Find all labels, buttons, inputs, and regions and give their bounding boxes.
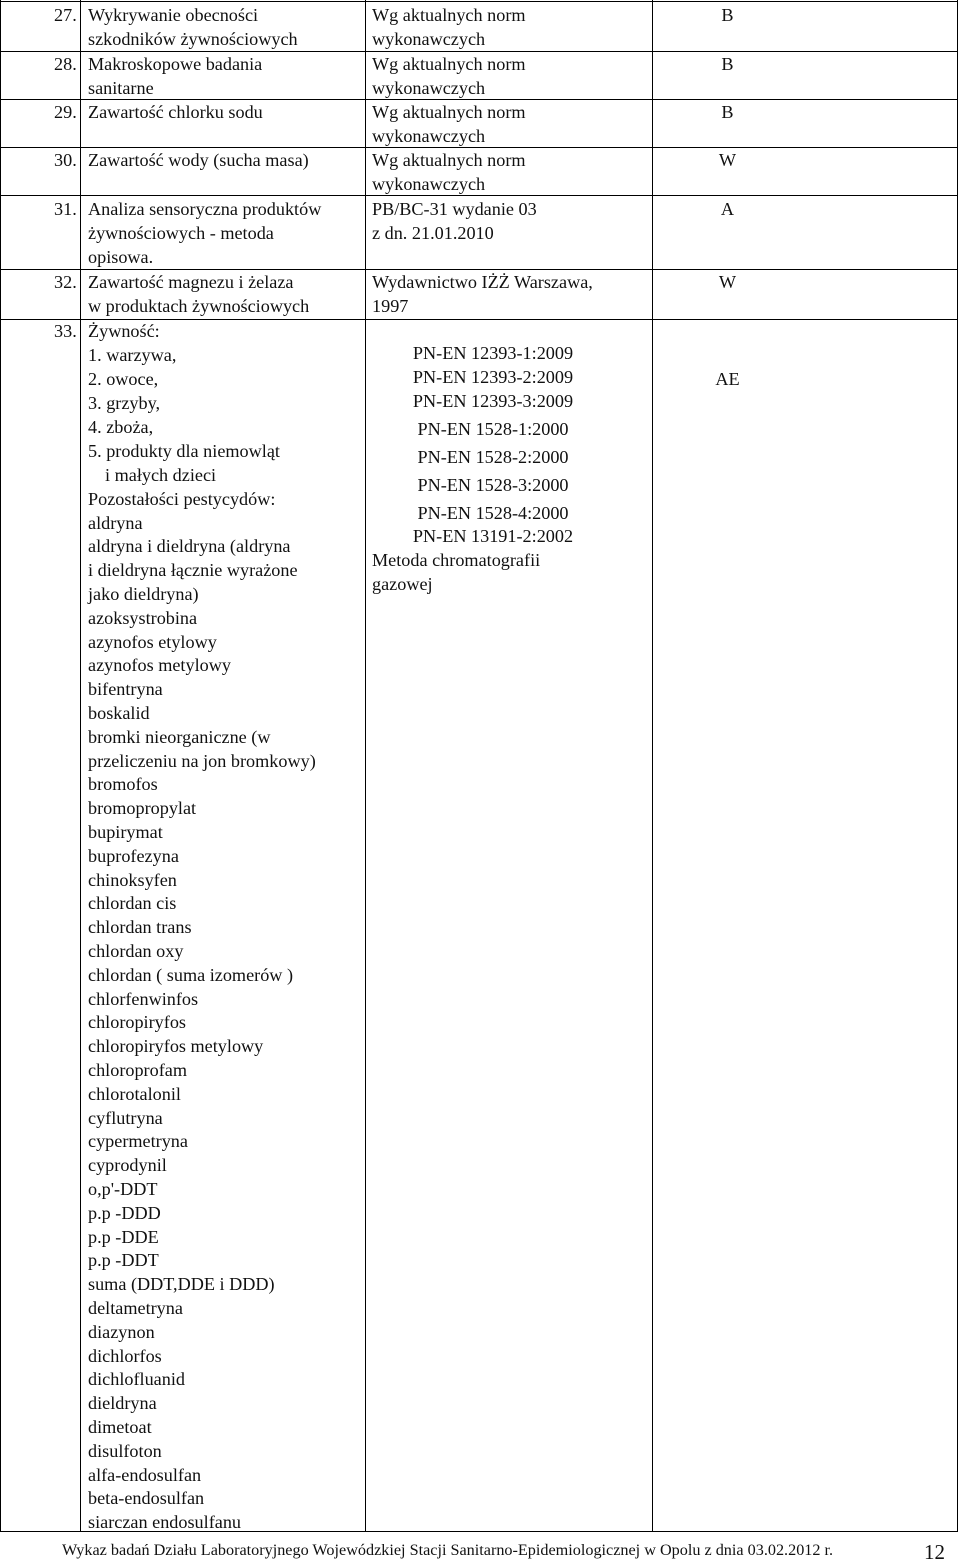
pesticide-item: p.p -DDE [88, 1226, 159, 1247]
accreditation-code: AE [715, 369, 740, 389]
food-item: 3. grzyby, [88, 393, 161, 413]
method-line: wykonawczych [372, 29, 486, 49]
test-name-line: Zawartość magnezu i żelaza [88, 272, 294, 292]
food-item: i małych dzieci [105, 465, 217, 485]
pesticide-item: p.p -DDD [88, 1202, 161, 1223]
method-line: Wg aktualnych norm [372, 150, 526, 170]
food-title: Żywność: [88, 321, 160, 341]
food-item: 5. produkty dla niemowląt [88, 441, 280, 461]
pesticide-item: dieldryna [88, 1393, 157, 1414]
test-name-line: sanitarne [88, 78, 154, 98]
pesticide-item: beta-endosulfan [88, 1488, 205, 1509]
pesticide-item: chlorotalonil [88, 1083, 181, 1104]
method-line: Metoda chromatografii [372, 550, 541, 570]
pesticide-item: azynofos etylowy [88, 631, 217, 652]
method-line: Wg aktualnych norm [372, 102, 526, 122]
standard-line: PN-EN 1528-1:2000 [417, 419, 569, 439]
test-name-line: Zawartość wody (sucha masa) [88, 150, 309, 170]
pesticide-item: dimetoat [88, 1416, 152, 1437]
accreditation-code: B [721, 102, 734, 122]
test-name-line: Zawartość chlorku sodu [88, 102, 263, 122]
row-number: 32. [54, 272, 77, 292]
method-line: gazowej [372, 574, 433, 594]
method-line: Wg aktualnych norm [372, 5, 526, 25]
food-item: 2. owoce, [88, 369, 159, 389]
row-number: 31. [54, 199, 77, 219]
standard-line: PN-EN 12393-2:2009 [412, 367, 574, 387]
pesticide-item: siarczan endosulfanu [88, 1512, 242, 1533]
pesticide-item: chloropiryfos [88, 1012, 186, 1033]
pesticide-item: disulfoton [88, 1440, 162, 1461]
test-name-line: opisowa. [88, 247, 154, 267]
standard-line: PN-EN 1528-3:2000 [417, 475, 569, 495]
pesticide-item: azynofos metylowy [88, 655, 231, 676]
pesticide-item: i dieldryna łącznie wyrażone [88, 560, 298, 581]
accreditation-code: B [721, 54, 734, 74]
test-name-line: szkodników żywnościowych [88, 29, 298, 49]
pesticide-item: bupirymat [88, 821, 163, 842]
pesticide-item: o,p'-DDT [88, 1178, 158, 1199]
method-line: wykonawczych [372, 174, 486, 194]
accreditation-code: B [721, 5, 734, 25]
standard-line: PN-EN 1528-2:2000 [417, 447, 569, 467]
pesticide-item: chlordan oxy [88, 940, 184, 961]
footer-text: Wykaz badań Działu Laboratoryjnego Wojewódzkiej Stacji Sanitarno-Epidemiologicznej w Opolu z dnia 03.02.2012 r. [62, 1541, 834, 1559]
pesticide-item: buprofezyna [88, 845, 179, 866]
standard-line: PN-EN 12393-3:2009 [412, 391, 574, 411]
row-number: 33. [54, 321, 77, 341]
pesticide-item: chinoksyfen [88, 869, 177, 890]
test-name-line: Makroskopowe badania [88, 54, 263, 74]
test-name-line: Wykrywanie obecności [88, 5, 259, 25]
method-line: PB/BC-31 wydanie 03 [372, 199, 537, 219]
page-number: 12 [924, 1540, 945, 1564]
pesticide-item: deltametryna [88, 1297, 183, 1318]
pesticide-item: chloroprofam [88, 1059, 187, 1080]
pesticide-item: bifentryna [88, 679, 163, 700]
column-divider [365, 0, 366, 1531]
method-line: Wg aktualnych norm [372, 54, 526, 74]
pesticide-item: dichlorfos [88, 1345, 162, 1366]
pesticide-item: chlordan cis [88, 893, 177, 914]
pesticide-item: dichlofluanid [88, 1369, 185, 1390]
food-item: 1. warzywa, [88, 345, 177, 365]
test-name-line: żywnościowych - metoda [88, 223, 274, 243]
pesticide-item: chlordan ( suma izomerów ) [88, 964, 294, 985]
method-line: Wydawnictwo IŻŻ Warszawa, [372, 272, 593, 292]
row-number: 30. [54, 150, 77, 170]
pesticide-item: cypermetryna [88, 1131, 188, 1152]
column-divider [80, 0, 81, 1531]
pesticide-item: chlorfenwinfos [88, 988, 199, 1009]
pesticide-item: azoksystrobina [88, 607, 198, 628]
test-name-line: Analiza sensoryczna produktów [88, 199, 322, 219]
pesticide-item: bromopropylat [88, 798, 197, 819]
pesticide-item: przeliczeniu na jon bromkowy) [88, 750, 316, 771]
method-line: z dn. 21.01.2010 [372, 223, 494, 243]
pesticide-item: chloropiryfos metylowy [88, 1036, 264, 1057]
column-divider [0, 0, 1, 1531]
pesticide-item: jako dieldryna) [88, 583, 199, 604]
standard-line: PN-EN 13191-2:2002 [412, 526, 574, 546]
pesticide-item: diazynon [88, 1321, 155, 1342]
pesticide-item: bromofos [88, 774, 158, 795]
method-line: 1997 [372, 296, 409, 316]
accreditation-code: W [718, 272, 737, 292]
pesticide-item: alfa-endosulfan [88, 1464, 202, 1485]
column-divider [957, 0, 958, 1531]
standard-line: PN-EN 1528-4:2000 [417, 503, 569, 523]
pesticide-item: aldryna i dieldryna (aldryna [88, 536, 291, 557]
food-item: 4. zboża, [88, 417, 154, 437]
column-divider [652, 0, 653, 1531]
pesticide-item: p.p -DDT [88, 1250, 159, 1271]
pesticide-item: suma (DDT,DDE i DDD) [88, 1274, 275, 1295]
row-number: 29. [54, 102, 77, 122]
accreditation-code: A [720, 199, 735, 219]
standard-line: PN-EN 12393-1:2009 [412, 343, 574, 363]
pesticide-item: boskalid [88, 702, 150, 723]
test-name-line: w produktach żywnościowych [88, 296, 310, 316]
pesticide-item: chlordan trans [88, 917, 192, 938]
pesticides-heading: Pozostałości pestycydów: [88, 489, 276, 509]
row-number: 28. [54, 54, 77, 74]
pesticide-item: cyflutryna [88, 1107, 163, 1128]
method-line: wykonawczych [372, 78, 486, 98]
table-line-top [0, 1, 958, 2]
pesticide-item: bromki nieorganiczne (w [88, 726, 271, 747]
pesticide-item: aldryna [88, 512, 143, 533]
row-number: 27. [54, 5, 77, 25]
accreditation-code: W [718, 150, 737, 170]
method-line: wykonawczych [372, 126, 486, 146]
pesticide-item: cyprodynil [88, 1155, 167, 1176]
